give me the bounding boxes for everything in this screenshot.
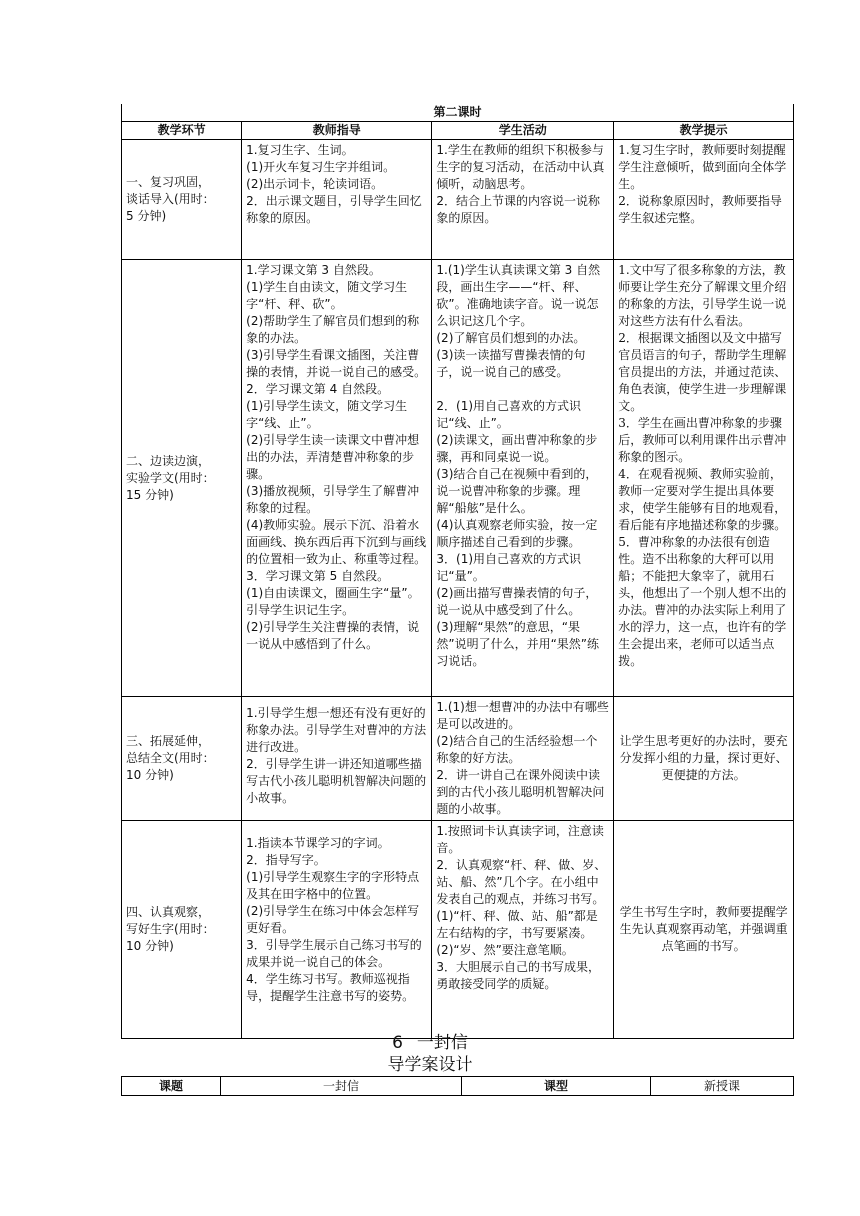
header-teacher: 教师指导 (242, 122, 432, 140)
lesson-number: 6 (392, 1033, 403, 1053)
teacher-line: (1)引导学生观察生字的字形特点及其在田字格中的位置。 (246, 870, 420, 901)
student-line: 1.(1)想一想曹冲的办法中有哪些是可以改进的。 (436, 700, 609, 731)
stage-line: 一、复习巩固， (126, 175, 211, 189)
teacher-line: 1.引导学生想一想还有没有更好的称象办法。引导学生对曹冲的方法进行改进。 (246, 706, 427, 754)
stage-line: 三、拓展延伸， (126, 734, 211, 748)
student-cell (432, 697, 614, 821)
lesson-plan-table (121, 104, 794, 1039)
topic-value: 一封信 (221, 1077, 462, 1096)
hint-line: 2．根据课文插图以及文中描写官员语言的句子，帮助学生理解官员提出的方法，并通过范读、角色表演，使学生进一步理解课文。 (618, 331, 787, 413)
teacher-line: 1.复习生字、生词。 (246, 143, 354, 157)
teacher-line: 2．指导写字。 (246, 853, 326, 867)
teacher-cell (242, 821, 432, 1039)
hint-line: 4．在观看视频、教师实验前，教师一定要对学生提出具体要求，使学生能够有目的地观看，看后能有序地描述称象的步骤。 (618, 467, 787, 532)
student-cell (432, 140, 614, 260)
period-title: 第二课时 (122, 104, 794, 122)
stage-line: 四、认真观察， (126, 905, 211, 919)
stage-line: 实验学文(用时： (126, 470, 215, 485)
stage-cell (122, 821, 242, 1039)
stage-line: 谈话导入(用时： (126, 192, 215, 206)
hint-line: 1.复习生字时，教师要时刻提醒学生注意倾听，做到面向全体学生。 (618, 143, 787, 191)
stage-line: 总结全文(用时： (126, 751, 215, 765)
header-student: 学生活动 (432, 122, 614, 140)
student-line: 2．(1)用自己喜欢的方式识记“线、止”。 (436, 399, 582, 430)
student-line: (2)结合自己的生活经验想一个称象的好方法。 (436, 734, 598, 765)
teacher-line: (4)教师实验。展示下沉、沿着水面画线、换东西后再下沉到与画线的位置相一致为止、称重等过程。 (246, 518, 427, 566)
student-line: 1.按照词卡认真读字词，注意读音。 (436, 824, 604, 855)
student-line (436, 381, 609, 398)
header-hint: 教学提示 (614, 122, 794, 140)
teacher-line: (2)引导学生在练习中体会怎样写更好看。 (246, 904, 420, 935)
topic-label: 课题 (122, 1077, 221, 1096)
teacher-line: 4．学生练习书写。教师巡视指导，提醒学生注意书写的姿势。 (246, 972, 415, 1003)
student-line: (2)“岁、然”要注意笔顺。 (436, 943, 574, 957)
hint-cell (614, 260, 794, 697)
teacher-line: (3)引导学生看课文插图，关注曹操的表情，并说一说自己的感受。 (246, 348, 427, 379)
teacher-line: (2)帮助学生了解官员们想到的称象的办法。 (246, 314, 420, 345)
student-cell (432, 260, 614, 697)
table-row (122, 260, 794, 697)
student-line: (4)认真观察老师实验，按一定顺序描述自己看到的步骤。 (436, 518, 598, 549)
table-row (122, 140, 794, 260)
student-line: (3)理解“果然”的意思，“果然”说明了什么，并用“果然”练习说话。 (436, 620, 600, 668)
teacher-line: 3．引导学生展示自己练习书写的成果并说一说自己的体会。 (246, 938, 422, 969)
student-line: 2．结合上节课的内容说一说称象的原因。 (436, 194, 601, 225)
plan-subtitle: 导学案设计 (387, 1055, 473, 1075)
hint-line: 让学生思考更好的办法时，要充分发挥小组的力量，探讨更好、更便捷的方法。 (619, 734, 788, 782)
type-label: 课型 (462, 1077, 651, 1096)
stage-line: 10 分钟) (126, 939, 174, 953)
student-line: (3)结合自己在视频中看到的，说一说曹冲称象的步骤。理解“船舷”是什么。 (436, 467, 598, 515)
teacher-line: (2)出示词卡，轮读词语。 (246, 177, 384, 191)
stage-line: 写好生字(用时： (126, 922, 215, 936)
teacher-line: (3)播放视频，引导学生了解曹冲称象的过程。 (246, 484, 420, 515)
hint-line: 5．曹冲称象的办法很有创造性。造不出称象的大秤可以用船；不能把大象宰了，就用石头，他想出了一个别人想不出的办法。曹冲的办法实际上利用了水的浮力，这一点，也许有的学生会提出来，老师可以适当点拨。 (618, 535, 787, 668)
student-line: 2．认真观察“杆、秤、做、岁、站、船、然”几个字。在小组中发表自己的观点，并练习书写。 (436, 858, 607, 906)
hint-line: 2．说称象原因时，教师要指导学生叙述完整。 (618, 194, 782, 225)
student-line: 3．大胆展示自己的书写成果，勇敢接受同学的质疑。 (436, 960, 601, 991)
teacher-cell (242, 140, 432, 260)
student-line: 2．讲一讲自己在课外阅读中读到的古代小孩儿聪明机智解决问题的小故事。 (436, 768, 605, 816)
lesson-name: 一封信 (416, 1033, 468, 1053)
lesson-meta-table (121, 1076, 794, 1096)
period-title-row (122, 104, 794, 122)
student-line: 1.学生在教师的组织下积极参与生字的复习活动，在活动中认真倾听，动脑思考。 (436, 143, 605, 191)
stage-line: 二、边读边演， (126, 453, 211, 468)
student-line: (2)读课文，画出曹冲称象的步骤，再和同桌说一说。 (436, 433, 598, 464)
teacher-line: 2．引导学生讲一讲还知道哪些描写古代小孩儿聪明机智解决问题的小故事。 (246, 757, 427, 805)
header-row (122, 122, 794, 140)
student-line: (2)了解官员们想到的办法。 (436, 331, 586, 345)
stage-line: 15 分钟) (126, 487, 174, 502)
lesson-title (0, 1033, 860, 1053)
hint-line: 1.文中写了很多称象的方法，教师要让学生充分了解课文里介绍的称象的方法，引导学生说一说对这些方法有什么看法。 (618, 263, 787, 328)
stage-line: 10 分钟) (126, 768, 174, 782)
teacher-line: 3．学习课文第 5 自然段。 (246, 569, 390, 583)
teacher-line: 2．学习课文第 4 自然段。 (246, 382, 390, 396)
teacher-cell (242, 260, 432, 697)
teacher-line: (1)学生自由读文，随文学习生字“杆、秤、砍”。 (246, 280, 408, 311)
meta-row (122, 1077, 794, 1096)
stage-cell (122, 260, 242, 697)
teacher-line: (2)引导学生读一读课文中曹冲想出的办法，弄清楚曹冲称象的步骤。 (246, 433, 420, 481)
teacher-line: 1.指读本节课学习的字词。 (246, 836, 390, 850)
hint-cell (614, 821, 794, 1039)
teacher-line: (1)自由读课文，圈画生字“量”。引导学生识记生字。 (246, 586, 420, 617)
table-row (122, 821, 794, 1039)
student-line: 1.(1)学生认真读课文第 3 自然段，画出生字——“杆、秤、砍”。准确地读字音。说一说怎么识记这几个字。 (436, 263, 601, 328)
hint-cell (614, 140, 794, 260)
teacher-line: (2)引导学生关注曹操的表情，说一说从中感悟到了什么。 (246, 620, 420, 651)
student-line: (2)画出描写曹操表情的句子，说一说从中感受到了什么。 (436, 586, 598, 617)
student-line: (1)“杆、秤、做、站、船”都是左右结构的字，书写要紧凑。 (436, 909, 598, 940)
teacher-line: 2．出示课文题目，引导学生回忆称象的原因。 (246, 194, 422, 225)
student-cell (432, 821, 614, 1039)
teacher-cell (242, 697, 432, 821)
hint-line: 3．学生在画出曹冲称象的步骤后，教师可以利用课件出示曹冲称象的图示。 (618, 416, 787, 464)
stage-cell (122, 140, 242, 260)
table-row (122, 697, 794, 821)
hint-cell (614, 697, 794, 821)
student-line: 3．(1)用自己喜欢的方式识记“量”。 (436, 552, 582, 583)
header-stage: 教学环节 (122, 122, 242, 140)
teacher-line: 1.学习课文第 3 自然段。 (246, 263, 381, 277)
type-value: 新授课 (651, 1077, 794, 1096)
teacher-line: (1)开火车复习生字并组词。 (246, 160, 396, 174)
stage-cell (122, 697, 242, 821)
stage-line: 5 分钟) (126, 209, 167, 223)
hint-line: 学生书写生字时，教师要提醒学生先认真观察再动笔，并强调重点笔画的书写。 (619, 905, 788, 953)
student-line: (3)读一读描写曹操表情的句子，说一说自己的感受。 (436, 348, 586, 379)
teacher-line: (1)引导学生读文，随文学习生字“线、止”。 (246, 399, 408, 430)
